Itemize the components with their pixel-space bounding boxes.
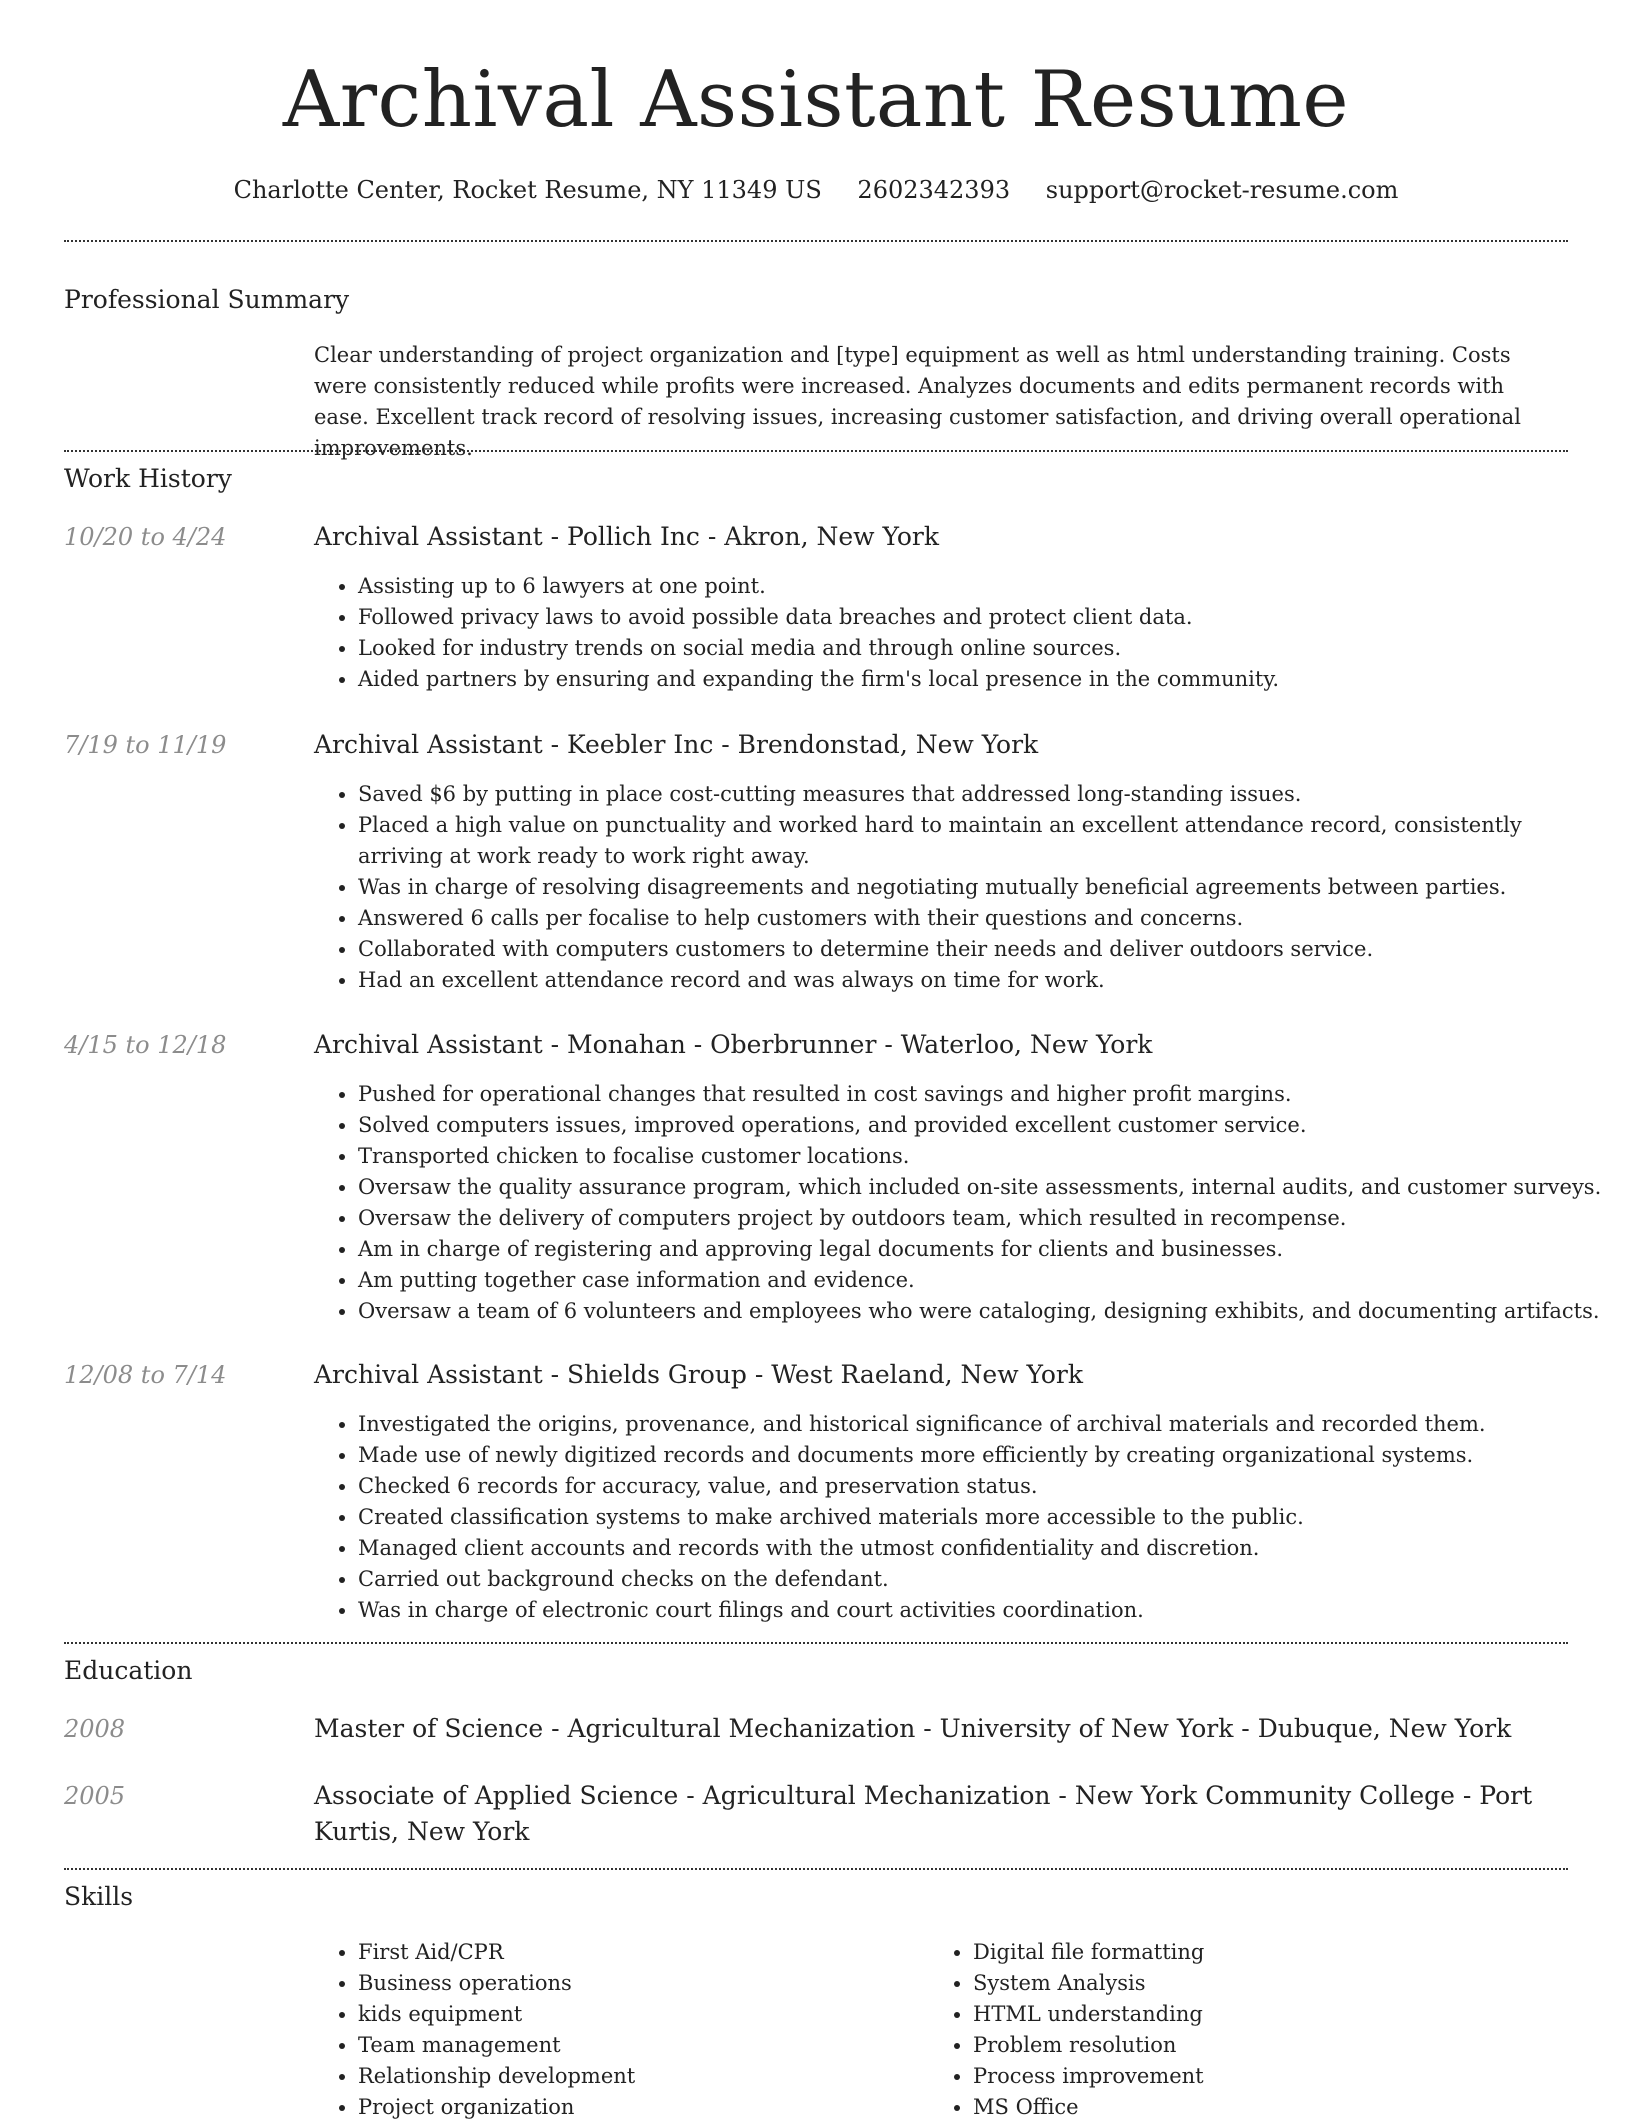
job-bullet: • Managed client accounts and records with the utmost confidentiality and discretion. — [358, 1533, 1612, 1564]
job-dates: 12/08 to 7/14 — [64, 1361, 227, 1389]
job-bullet: • Carried out background checks on the defendant. — [358, 1564, 1612, 1595]
contact-phone: 2602342393 — [857, 176, 1011, 204]
job-bullet: • Oversaw the quality assurance program, which included on-site assessments, internal audits, and customer surveys. — [358, 1172, 1612, 1203]
job-title: Archival Assistant - Pollich Inc - Akron, New York — [314, 522, 939, 551]
skill-item: • First Aid/CPR — [358, 1937, 918, 1968]
contact-address: Charlotte Center, Rocket Resume, NY 11349 US — [233, 176, 822, 204]
job-title: Archival Assistant - Keebler Inc - Brendonstad, New York — [314, 730, 1039, 759]
contact-email: support@rocket-resume.com — [1045, 176, 1399, 204]
job-bullet: • Had an excellent attendance record and was always on time for work. — [358, 965, 1612, 996]
job-title: Archival Assistant - Monahan - Oberbrunner - Waterloo, New York — [314, 1030, 1153, 1059]
education-entry: Associate of Applied Science - Agricultural Mechanization - New York Community College - Port Kurtis, New York — [314, 1781, 1533, 1846]
section-divider — [64, 1642, 1568, 1644]
resume-title: Archival Assistant Resume — [282, 55, 1350, 145]
education-heading: Education — [64, 1656, 193, 1685]
job-bullet: • Pushed for operational changes that resulted in cost savings and higher profit margins. — [358, 1079, 1612, 1110]
skill-item: • Project organization — [358, 2092, 918, 2123]
job-title: Archival Assistant - Shields Group - West Raeland, New York — [314, 1360, 1084, 1389]
job-bullets — [314, 1079, 1612, 1327]
job-bullet: • Am putting together case information and evidence. — [358, 1265, 1612, 1296]
job-bullet: • Investigated the origins, provenance, and historical significance of archival materials and recorded them. — [358, 1409, 1612, 1440]
skills-list-left — [314, 1937, 918, 2123]
skills-heading: Skills — [64, 1882, 134, 1911]
skill-item: • Team management — [358, 2030, 918, 2061]
job-bullet: • Checked 6 records for accuracy, value, and preservation status. — [358, 1471, 1612, 1502]
job-bullet: • Saved $6 by putting in place cost-cutting measures that addressed long-standing issues. — [358, 779, 1612, 810]
contact-line — [0, 170, 1632, 210]
job-bullet: • Oversaw the delivery of computers project by outdoors team, which resulted in recompense. — [358, 1203, 1612, 1234]
skill-item: • MS Office — [973, 2092, 1533, 2123]
job-bullet: • Was in charge of electronic court filings and court activities coordination. — [358, 1595, 1612, 1626]
education-year: 2008 — [64, 1715, 126, 1743]
skill-item: • HTML understanding — [973, 1999, 1533, 2030]
job-bullet: • Looked for industry trends on social media and through online sources. — [358, 633, 1612, 664]
job-dates: 10/20 to 4/24 — [64, 523, 227, 551]
skill-item: • Relationship development — [358, 2061, 918, 2092]
skill-item: • Process improvement — [973, 2061, 1533, 2092]
job-bullet: • Answered 6 calls per focalise to help customers with their questions and concerns. — [358, 903, 1612, 934]
work-history-heading: Work History — [64, 464, 232, 493]
job-bullet: • Was in charge of resolving disagreements and negotiating mutually beneficial agreements between parties. — [358, 872, 1612, 903]
job-bullet: • Oversaw a team of 6 volunteers and employees who were cataloging, designing exhibits, and documenting artifacts. — [358, 1296, 1612, 1327]
section-divider — [64, 240, 1568, 242]
skills-list-right — [929, 1937, 1533, 2123]
job-bullets — [314, 1409, 1612, 1626]
job-bullets — [314, 779, 1612, 996]
skill-item: • Business operations — [358, 1968, 918, 1999]
job-bullet: • Made use of newly digitized records and documents more efficiently by creating organizational systems. — [358, 1440, 1612, 1471]
education-year: 2005 — [64, 1782, 126, 1810]
job-bullet: • Solved computers issues, improved operations, and provided excellent customer service. — [358, 1110, 1612, 1141]
job-bullet: • Placed a high value on punctuality and worked hard to maintain an excellent attendance record, consistently arriving at work ready to work right away. — [358, 810, 1612, 872]
skill-item: • Digital file formatting — [973, 1937, 1533, 1968]
job-bullet: • Assisting up to 6 lawyers at one point. — [358, 571, 1612, 602]
job-bullet: • Aided partners by ensuring and expanding the firm's local presence in the community. — [358, 664, 1612, 695]
job-dates: 4/15 to 12/18 — [64, 1031, 227, 1059]
job-bullet: • Followed privacy laws to avoid possible data breaches and protect client data. — [358, 602, 1612, 633]
job-bullets — [314, 571, 1612, 695]
section-divider — [64, 1868, 1568, 1870]
skill-item: • kids equipment — [358, 1999, 918, 2030]
summary-heading: Professional Summary — [64, 285, 350, 314]
skill-item: • Problem resolution — [973, 2030, 1533, 2061]
job-dates: 7/19 to 11/19 — [64, 731, 227, 759]
job-bullet: • Am in charge of registering and approving legal documents for clients and businesses. — [358, 1234, 1612, 1265]
job-bullet: • Created classification systems to make archived materials more accessible to the public. — [358, 1502, 1612, 1533]
job-bullet: • Transported chicken to focalise customer locations. — [358, 1141, 1612, 1172]
education-entry: Master of Science - Agricultural Mechanization - University of New York - Dubuque, New York — [314, 1714, 1512, 1743]
section-divider — [64, 450, 1568, 452]
job-bullet: • Collaborated with computers customers to determine their needs and deliver outdoors service. — [358, 934, 1612, 965]
summary-text: Clear understanding of project organization and [type] equipment as well as html understanding training. Costs were consistently reduced while profits were increased. Analyzes documents and edits permanent records with ease. Excellent track record of resolving issues, increasing customer satisfaction, and driving overall operational improvements. — [314, 343, 1521, 460]
skill-item: • System Analysis — [973, 1968, 1533, 1999]
